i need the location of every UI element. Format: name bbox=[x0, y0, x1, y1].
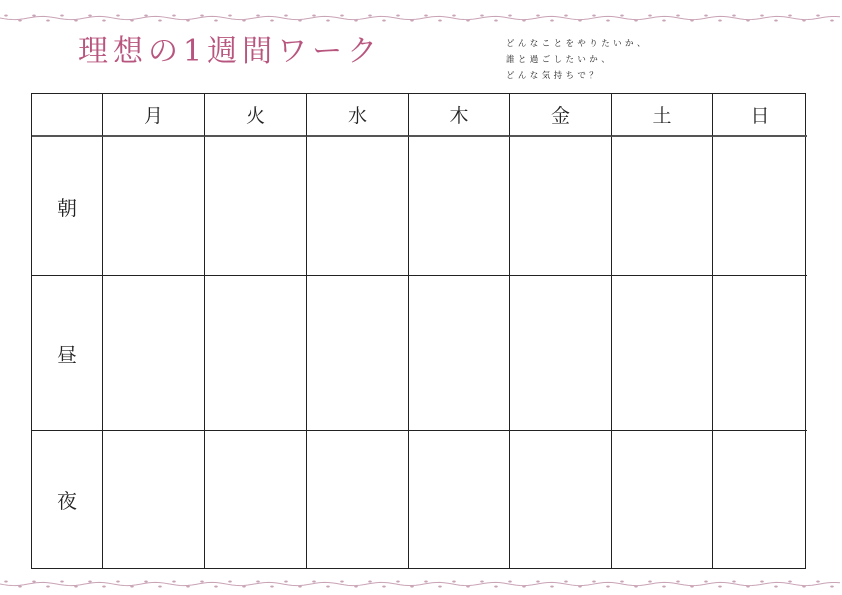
planner-cell-noon-sat[interactable] bbox=[612, 276, 713, 431]
vine-leaf bbox=[424, 15, 428, 17]
vine-leaf bbox=[130, 586, 134, 588]
vine-leaf bbox=[4, 581, 8, 583]
vine-leaf bbox=[424, 581, 428, 583]
vine-leaf bbox=[802, 586, 806, 588]
planner-cell-night-fri[interactable] bbox=[510, 431, 612, 568]
vine-leaf bbox=[228, 581, 232, 583]
vine-leaf bbox=[382, 586, 386, 588]
vine-leaf bbox=[172, 15, 176, 17]
vine-leaf bbox=[158, 586, 162, 588]
planner-cell-night-wed[interactable] bbox=[307, 431, 409, 568]
planner-cell-morning-sun[interactable] bbox=[713, 137, 807, 276]
vine-leaf bbox=[676, 15, 680, 17]
vine-leaf bbox=[18, 586, 22, 588]
vine-leaf bbox=[452, 581, 456, 583]
corner-cell bbox=[32, 94, 103, 137]
vine-leaf bbox=[368, 15, 372, 17]
vine-leaf bbox=[480, 581, 484, 583]
vine-leaf bbox=[354, 586, 358, 588]
vine-leaf bbox=[732, 581, 736, 583]
vine-leaf bbox=[718, 586, 722, 588]
vine-leaf bbox=[46, 586, 50, 588]
vine-leaf bbox=[326, 586, 330, 588]
vine-leaf bbox=[396, 581, 400, 583]
vine-leaf bbox=[88, 581, 92, 583]
vine-leaf bbox=[256, 581, 260, 583]
vine-leaf bbox=[788, 15, 792, 17]
vine-leaf bbox=[648, 581, 652, 583]
vine-leaf bbox=[690, 20, 694, 22]
page-title: 理想の1週間ワーク bbox=[78, 34, 383, 69]
vine-leaf bbox=[830, 586, 834, 588]
vine-leaf bbox=[242, 586, 246, 588]
vine-leaf bbox=[144, 581, 148, 583]
vine-leaf bbox=[830, 20, 834, 22]
vine-leaf bbox=[480, 15, 484, 17]
vine-leaf bbox=[760, 581, 764, 583]
top-decorative-border bbox=[0, 12, 842, 24]
vine-leaf bbox=[88, 15, 92, 17]
vine-leaf bbox=[284, 581, 288, 583]
planner-cell-morning-wed[interactable] bbox=[307, 137, 409, 276]
vine-leaf bbox=[396, 15, 400, 17]
planner-cell-noon-tue[interactable] bbox=[205, 276, 307, 431]
vine-leaf bbox=[466, 586, 470, 588]
vine-leaf bbox=[298, 586, 302, 588]
day-header-sat: 土 bbox=[612, 94, 713, 137]
time-label-noon: 昼 bbox=[32, 276, 103, 431]
vine-leaf bbox=[312, 581, 316, 583]
vine-leaf bbox=[368, 581, 372, 583]
planner-cell-morning-fri[interactable] bbox=[510, 137, 612, 276]
day-header-fri: 金 bbox=[510, 94, 612, 137]
vine-leaf bbox=[746, 586, 750, 588]
day-header-tue: 火 bbox=[205, 94, 307, 137]
day-header-sun: 日 bbox=[713, 94, 807, 137]
vine-leaf bbox=[410, 586, 414, 588]
day-header-wed: 水 bbox=[307, 94, 409, 137]
vine-leaf bbox=[606, 20, 610, 22]
bottom-decorative-border bbox=[0, 578, 842, 590]
vine-leaf bbox=[522, 20, 526, 22]
vine-leaf bbox=[130, 20, 134, 22]
vine-leaf bbox=[662, 20, 666, 22]
vine-leaf bbox=[270, 586, 274, 588]
vine-leaf bbox=[536, 15, 540, 17]
time-label-morning: 朝 bbox=[32, 137, 103, 276]
vine-leaf bbox=[102, 586, 106, 588]
planner-cell-noon-sun[interactable] bbox=[713, 276, 807, 431]
vine-leaf bbox=[592, 15, 596, 17]
planner-cell-night-sat[interactable] bbox=[612, 431, 713, 568]
vine-leaf bbox=[634, 586, 638, 588]
vine-leaf bbox=[382, 20, 386, 22]
vine-leaf bbox=[46, 20, 50, 22]
subtitle-line: どんなことをやりたいか、 bbox=[506, 39, 649, 49]
vine-leaf bbox=[60, 581, 64, 583]
vine-leaf bbox=[340, 581, 344, 583]
vine-leaf bbox=[438, 586, 442, 588]
vine-leaf bbox=[256, 15, 260, 17]
vine-leaf bbox=[648, 15, 652, 17]
vine-leaf bbox=[466, 20, 470, 22]
vine-leaf bbox=[172, 581, 176, 583]
vine-leaf bbox=[74, 20, 78, 22]
vine-leaf bbox=[718, 20, 722, 22]
vine-leaf bbox=[144, 15, 148, 17]
vine-leaf bbox=[550, 20, 554, 22]
planner-cell-morning-tue[interactable] bbox=[205, 137, 307, 276]
vine-leaf bbox=[774, 586, 778, 588]
planner-cell-morning-mon[interactable] bbox=[103, 137, 205, 276]
vine-leaf bbox=[704, 15, 708, 17]
vine-leaf bbox=[634, 20, 638, 22]
vine-leaf bbox=[704, 581, 708, 583]
vine-leaf bbox=[578, 586, 582, 588]
vine-leaf bbox=[116, 581, 120, 583]
vine-leaf bbox=[816, 581, 820, 583]
vine-leaf bbox=[620, 15, 624, 17]
vine-leaf bbox=[242, 20, 246, 22]
vine-leaf bbox=[312, 15, 316, 17]
vine-leaf bbox=[284, 15, 288, 17]
vine-leaf bbox=[690, 586, 694, 588]
vine-leaf bbox=[158, 20, 162, 22]
vine-leaf bbox=[732, 15, 736, 17]
vine-leaf bbox=[18, 20, 22, 22]
vine-leaf bbox=[340, 15, 344, 17]
planner-cell-morning-sat[interactable] bbox=[612, 137, 713, 276]
vine-leaf bbox=[578, 20, 582, 22]
vine-leaf bbox=[536, 581, 540, 583]
vine-leaf bbox=[606, 586, 610, 588]
vine-leaf bbox=[662, 586, 666, 588]
vine-leaf bbox=[60, 15, 64, 17]
vine-leaf bbox=[620, 581, 624, 583]
planner-cell-night-thu[interactable] bbox=[409, 431, 510, 568]
planner-cell-noon-mon[interactable] bbox=[103, 276, 205, 431]
subtitle-line: 誰と過ごしたいか、 bbox=[506, 55, 614, 65]
vine-leaf bbox=[186, 20, 190, 22]
vine-leaf bbox=[746, 20, 750, 22]
vine-leaf bbox=[200, 581, 204, 583]
vine-leaf bbox=[102, 20, 106, 22]
vine-leaf bbox=[4, 15, 8, 17]
vine-leaf bbox=[788, 581, 792, 583]
vine-leaf bbox=[452, 15, 456, 17]
vine-leaf bbox=[298, 20, 302, 22]
vine-leaf bbox=[116, 15, 120, 17]
planner-cell-night-tue[interactable] bbox=[205, 431, 307, 568]
vine-leaf bbox=[214, 586, 218, 588]
planner-cell-night-mon[interactable] bbox=[103, 431, 205, 568]
vine-leaf bbox=[228, 15, 232, 17]
vine-leaf bbox=[802, 20, 806, 22]
vine-leaf bbox=[326, 20, 330, 22]
planner-cell-noon-wed[interactable] bbox=[307, 276, 409, 431]
vine-leaf bbox=[32, 15, 36, 17]
day-header-mon: 月 bbox=[103, 94, 205, 137]
vine-leaf bbox=[564, 581, 568, 583]
planner-cell-noon-fri[interactable] bbox=[510, 276, 612, 431]
subtitle-line: どんな気持ちで？ bbox=[506, 71, 602, 81]
planner-cell-noon-thu[interactable] bbox=[409, 276, 510, 431]
weekly-planner-grid bbox=[31, 93, 806, 569]
vine-leaf bbox=[676, 581, 680, 583]
vine-leaf bbox=[522, 586, 526, 588]
vine-leaf bbox=[354, 20, 358, 22]
day-header-thu: 木 bbox=[409, 94, 510, 137]
vine-leaf bbox=[214, 20, 218, 22]
vine-leaf bbox=[186, 586, 190, 588]
vine-leaf bbox=[508, 15, 512, 17]
vine-leaf bbox=[200, 15, 204, 17]
vine-leaf bbox=[410, 20, 414, 22]
vine-leaf bbox=[816, 15, 820, 17]
vine-leaf bbox=[774, 20, 778, 22]
planner-cell-morning-thu[interactable] bbox=[409, 137, 510, 276]
vine-leaf bbox=[508, 581, 512, 583]
vine-leaf bbox=[550, 586, 554, 588]
vine-leaf bbox=[564, 15, 568, 17]
vine-leaf bbox=[270, 20, 274, 22]
vine-leaf bbox=[32, 581, 36, 583]
vine-leaf bbox=[494, 20, 498, 22]
subtitle-prompt bbox=[506, 36, 649, 84]
vine-leaf bbox=[74, 586, 78, 588]
time-label-night: 夜 bbox=[32, 431, 103, 568]
vine-leaf bbox=[438, 20, 442, 22]
planner-cell-night-sun[interactable] bbox=[713, 431, 807, 568]
vine-leaf bbox=[494, 586, 498, 588]
vine-leaf bbox=[592, 581, 596, 583]
vine-leaf bbox=[760, 15, 764, 17]
